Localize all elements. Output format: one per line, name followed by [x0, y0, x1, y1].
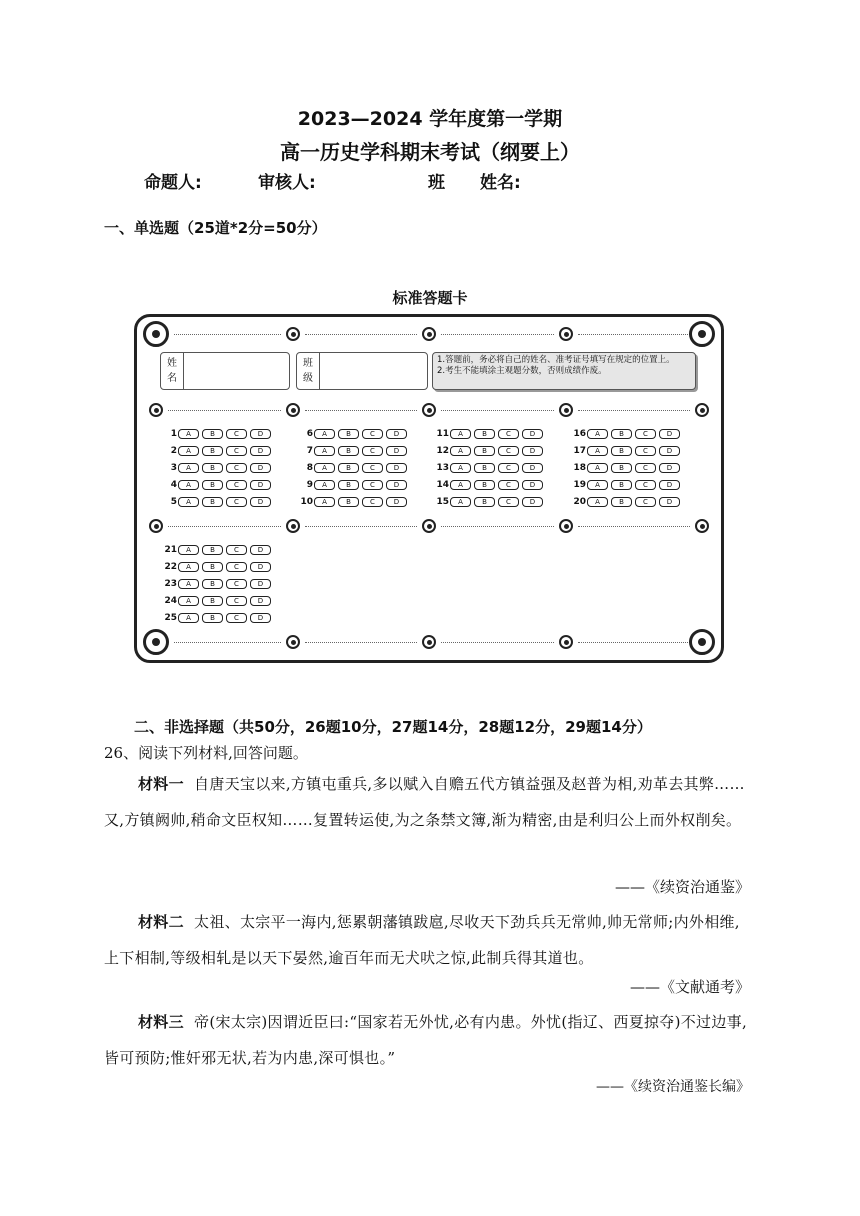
- answer-bubble-a[interactable]: A: [450, 480, 471, 490]
- section1-heading: 一、单选题（25道*2分=50分）: [104, 219, 327, 237]
- instructions-box: [432, 352, 696, 390]
- answer-bubble-c[interactable]: C: [498, 480, 519, 490]
- question-number: 4: [170, 480, 177, 490]
- answer-bubble-a[interactable]: A: [314, 463, 335, 473]
- answer-row: [160, 462, 274, 474]
- registration-mark: [422, 635, 436, 649]
- guide-line: [305, 642, 417, 643]
- answer-bubble-c[interactable]: C: [226, 579, 247, 589]
- answer-bubble-c[interactable]: C: [362, 497, 383, 507]
- question-number: 12: [436, 446, 449, 456]
- guide-line: [305, 410, 417, 411]
- answer-bubble-d[interactable]: D: [250, 613, 271, 623]
- guide-line: [578, 410, 690, 411]
- answer-bubble-c[interactable]: C: [226, 497, 247, 507]
- registration-mark: [695, 519, 709, 533]
- registration-mark: [422, 519, 436, 533]
- material-2-source: ——《文献通考》: [629, 978, 750, 996]
- answer-bubble-b[interactable]: B: [611, 480, 632, 490]
- material-1-label: 材料一: [138, 775, 184, 793]
- answer-bubble-d[interactable]: D: [250, 545, 271, 555]
- answer-bubble-b[interactable]: B: [474, 429, 495, 439]
- answer-bubble-c[interactable]: C: [362, 463, 383, 473]
- section2-heading: 二、非选择题（共50分，26题10分，27题14分，28题12分，29题14分）: [134, 718, 652, 736]
- answer-bubble-d[interactable]: D: [386, 497, 407, 507]
- answer-bubble-a[interactable]: A: [178, 596, 199, 606]
- name-label: 姓名:: [480, 173, 521, 193]
- question-number: 5: [170, 497, 177, 507]
- question-number: 13: [436, 463, 449, 473]
- answer-bubble-c[interactable]: C: [226, 429, 247, 439]
- answer-bubble-b[interactable]: B: [338, 497, 359, 507]
- answer-row: [296, 496, 410, 508]
- answer-row: [160, 445, 274, 457]
- answer-bubble-a[interactable]: A: [450, 446, 471, 456]
- answer-row: [160, 479, 274, 491]
- answer-bubble-b[interactable]: B: [474, 497, 495, 507]
- answer-bubble-d[interactable]: D: [522, 463, 543, 473]
- answer-bubble-a[interactable]: A: [178, 579, 199, 589]
- exam-title-line1: 2023—2024 学年度第一学期: [297, 108, 563, 130]
- answer-bubble-b[interactable]: B: [474, 463, 495, 473]
- guide-line: [168, 410, 281, 411]
- guide-line: [168, 526, 281, 527]
- answer-bubble-c[interactable]: C: [635, 463, 656, 473]
- answer-bubble-a[interactable]: A: [314, 497, 335, 507]
- answer-bubble-d[interactable]: D: [386, 480, 407, 490]
- answer-bubble-b[interactable]: B: [474, 446, 495, 456]
- question-number: 21: [164, 545, 177, 555]
- instruction-1: 1.答题前，务必将自己的姓名、准考证号填写在规定的位置上。: [437, 355, 675, 365]
- exam-title-line2: 高一历史学科期末考试（纲要上）: [280, 140, 580, 164]
- material-3-label: 材料三: [138, 1013, 184, 1031]
- registration-mark: [559, 519, 573, 533]
- answer-bubble-d[interactable]: D: [659, 480, 680, 490]
- answer-bubble-a[interactable]: A: [587, 497, 608, 507]
- answer-bubble-d[interactable]: D: [250, 562, 271, 572]
- answer-bubble-b[interactable]: B: [611, 429, 632, 439]
- answer-bubble-b[interactable]: B: [202, 613, 223, 623]
- registration-mark: [422, 327, 436, 341]
- question-number: 8: [306, 463, 313, 473]
- question-number: 25: [164, 613, 177, 623]
- answer-bubble-b[interactable]: B: [338, 463, 359, 473]
- answer-bubble-a[interactable]: A: [178, 497, 199, 507]
- answer-bubble-b[interactable]: B: [202, 497, 223, 507]
- answer-bubble-a[interactable]: A: [314, 480, 335, 490]
- answer-bubble-a[interactable]: A: [178, 463, 199, 473]
- answer-bubble-c[interactable]: C: [498, 429, 519, 439]
- answer-bubble-b[interactable]: B: [202, 446, 223, 456]
- answer-bubble-a[interactable]: A: [178, 429, 199, 439]
- answer-row: [160, 612, 274, 624]
- answer-bubble-a[interactable]: A: [587, 429, 608, 439]
- answer-bubble-c[interactable]: C: [362, 446, 383, 456]
- answer-bubble-c[interactable]: C: [498, 463, 519, 473]
- answer-row: [569, 479, 683, 491]
- guide-line: [174, 334, 281, 335]
- answer-bubble-d[interactable]: D: [250, 596, 271, 606]
- question-number: 16: [573, 429, 586, 439]
- registration-mark: [422, 403, 436, 417]
- guide-line: [441, 334, 554, 335]
- answer-row: [160, 595, 274, 607]
- answer-row: [296, 428, 410, 440]
- answer-row: [296, 445, 410, 457]
- answer-bubble-d[interactable]: D: [659, 429, 680, 439]
- name-box[interactable]: [160, 352, 290, 390]
- answer-bubble-b[interactable]: B: [338, 446, 359, 456]
- answer-bubble-c[interactable]: C: [635, 446, 656, 456]
- class-box-label: 班 级: [297, 353, 320, 389]
- answer-bubble-a[interactable]: A: [178, 562, 199, 572]
- registration-mark: [286, 327, 300, 341]
- question-number: 11: [436, 429, 449, 439]
- answer-bubble-d[interactable]: D: [659, 463, 680, 473]
- answer-bubble-c[interactable]: C: [226, 446, 247, 456]
- answer-bubble-a[interactable]: A: [178, 446, 199, 456]
- answer-bubble-c[interactable]: C: [226, 613, 247, 623]
- answer-bubble-a[interactable]: A: [587, 480, 608, 490]
- registration-mark: [559, 635, 573, 649]
- answer-row: [296, 462, 410, 474]
- answer-row: [432, 496, 546, 508]
- answer-row: [160, 496, 274, 508]
- answer-bubble-d[interactable]: D: [250, 579, 271, 589]
- answer-bubble-a[interactable]: A: [178, 545, 199, 555]
- answer-bubble-b[interactable]: B: [338, 480, 359, 490]
- registration-mark: [286, 519, 300, 533]
- question-number: 2: [170, 446, 177, 456]
- registration-mark: [143, 629, 169, 655]
- guide-line: [305, 334, 417, 335]
- question-number: 19: [573, 480, 586, 490]
- answer-bubble-d[interactable]: D: [522, 497, 543, 507]
- answer-row: [432, 445, 546, 457]
- instruction-2: 2.考生不能填涂主观题分数，否则成绩作废。: [437, 366, 607, 376]
- question-number: 22: [164, 562, 177, 572]
- guide-line: [578, 642, 690, 643]
- guide-line: [441, 642, 554, 643]
- answer-bubble-b[interactable]: B: [338, 429, 359, 439]
- class-box[interactable]: [296, 352, 428, 390]
- reviewer-label: 审核人:: [258, 173, 316, 193]
- answer-bubble-d[interactable]: D: [386, 446, 407, 456]
- name-box-label: 姓 名: [161, 353, 184, 389]
- answer-bubble-d[interactable]: D: [659, 497, 680, 507]
- answer-bubble-b[interactable]: B: [611, 463, 632, 473]
- answer-row: [160, 428, 274, 440]
- answer-bubble-a[interactable]: A: [314, 429, 335, 439]
- registration-mark: [149, 403, 163, 417]
- answer-bubble-c[interactable]: C: [226, 562, 247, 572]
- answer-bubble-d[interactable]: D: [250, 446, 271, 456]
- registration-mark: [689, 321, 715, 347]
- answer-bubble-d[interactable]: D: [250, 429, 271, 439]
- answer-bubble-d[interactable]: D: [250, 463, 271, 473]
- answer-bubble-c[interactable]: C: [362, 480, 383, 490]
- material-3-source: ——《续资治通鉴长编》: [596, 1079, 750, 1095]
- answer-bubble-c[interactable]: C: [362, 429, 383, 439]
- answer-bubble-a[interactable]: A: [178, 613, 199, 623]
- question-number: 24: [164, 596, 177, 606]
- answer-bubble-b[interactable]: B: [474, 480, 495, 490]
- material-1: [104, 766, 752, 838]
- question-number: 6: [306, 429, 313, 439]
- answer-bubble-b[interactable]: B: [202, 579, 223, 589]
- answer-row: [432, 479, 546, 491]
- question-number: 23: [164, 579, 177, 589]
- answer-bubble-b[interactable]: B: [202, 463, 223, 473]
- answer-bubble-b[interactable]: B: [202, 562, 223, 572]
- registration-mark: [689, 629, 715, 655]
- guide-line: [441, 526, 554, 527]
- material-2-label: 材料二: [138, 913, 184, 931]
- question-number: 14: [436, 480, 449, 490]
- material-1-source: ——《续资治通鉴》: [614, 878, 750, 896]
- guide-line: [578, 526, 690, 527]
- registration-mark: [559, 327, 573, 341]
- question-number: 18: [573, 463, 586, 473]
- class-label: 班: [428, 173, 445, 193]
- question-number: 20: [573, 497, 586, 507]
- answer-row: [569, 428, 683, 440]
- answer-row: [432, 428, 546, 440]
- answer-bubble-b[interactable]: B: [202, 596, 223, 606]
- material-2: [104, 904, 752, 976]
- answer-row: [432, 462, 546, 474]
- material-3-text: 帝(宋太宗)因谓近臣曰:“国家若无外忧,必有内患。外忧(指辽、西夏掠夺)不过边事,皆可预防;惟奸邪无状,若为内患,深可惧也。”: [104, 1013, 748, 1067]
- answer-bubble-a[interactable]: A: [450, 463, 471, 473]
- answer-row: [160, 578, 274, 590]
- registration-mark: [559, 403, 573, 417]
- answer-row: [160, 544, 274, 556]
- answer-bubble-c[interactable]: C: [226, 596, 247, 606]
- question-number: 3: [170, 463, 177, 473]
- answer-bubble-b[interactable]: B: [611, 446, 632, 456]
- answer-bubble-d[interactable]: D: [250, 497, 271, 507]
- answer-bubble-d[interactable]: D: [522, 446, 543, 456]
- material-2-text: 太祖、太宗平一海内,惩累朝藩镇跋扈,尽收天下劲兵兵无常帅,帅无常师;内外相维,上下相制,等级相轧是以天下晏然,逾百年而无犬吠之惊,此制兵得其道也。: [104, 913, 740, 967]
- question-26-prompt: 26、阅读下列材料,回答问题。: [104, 744, 308, 762]
- answer-bubble-a[interactable]: A: [178, 480, 199, 490]
- answer-bubble-d[interactable]: D: [522, 429, 543, 439]
- answer-bubble-c[interactable]: C: [635, 497, 656, 507]
- registration-mark: [286, 635, 300, 649]
- answer-bubble-c[interactable]: C: [498, 497, 519, 507]
- question-number: 9: [306, 480, 313, 490]
- answer-card-title: 标准答题卡: [392, 289, 468, 307]
- question-number: 10: [300, 497, 313, 507]
- answer-bubble-b[interactable]: B: [202, 545, 223, 555]
- answer-row: [296, 479, 410, 491]
- answer-bubble-d[interactable]: D: [386, 429, 407, 439]
- answer-bubble-a[interactable]: A: [587, 463, 608, 473]
- guide-line: [305, 526, 417, 527]
- question-number: 17: [573, 446, 586, 456]
- answer-row: [569, 496, 683, 508]
- answer-bubble-c[interactable]: C: [498, 446, 519, 456]
- answer-row: [569, 462, 683, 474]
- guide-line: [441, 410, 554, 411]
- answer-bubble-d[interactable]: D: [386, 463, 407, 473]
- answer-bubble-d[interactable]: D: [659, 446, 680, 456]
- answer-bubble-c[interactable]: C: [635, 429, 656, 439]
- material-3: [104, 1004, 752, 1076]
- answer-bubble-b[interactable]: B: [202, 429, 223, 439]
- guide-line: [578, 334, 690, 335]
- guide-line: [174, 642, 281, 643]
- question-number: 7: [306, 446, 313, 456]
- registration-mark: [143, 321, 169, 347]
- answer-bubble-b[interactable]: B: [202, 480, 223, 490]
- answer-bubble-d[interactable]: D: [522, 480, 543, 490]
- answer-bubble-c[interactable]: C: [226, 545, 247, 555]
- proposer-label: 命题人:: [144, 173, 202, 193]
- answer-bubble-c[interactable]: C: [226, 480, 247, 490]
- registration-mark: [695, 403, 709, 417]
- answer-bubble-c[interactable]: C: [635, 480, 656, 490]
- registration-mark: [286, 403, 300, 417]
- registration-mark: [149, 519, 163, 533]
- answer-row: [160, 561, 274, 573]
- answer-bubble-d[interactable]: D: [250, 480, 271, 490]
- material-1-text: 自唐天宝以来,方镇屯重兵,多以赋入自赡五代方镇益强及赵普为相,劝革去其弊……又,方镇阙帅,稍命文臣权知……复置转运使,为之条禁文簿,渐为精密,由是利归公上而外权削矣。: [104, 775, 745, 829]
- answer-bubble-b[interactable]: B: [611, 497, 632, 507]
- answer-row: [569, 445, 683, 457]
- answer-bubble-a[interactable]: A: [314, 446, 335, 456]
- answer-bubble-a[interactable]: A: [587, 446, 608, 456]
- answer-bubble-c[interactable]: C: [226, 463, 247, 473]
- answer-bubble-a[interactable]: A: [450, 497, 471, 507]
- question-number: 1: [170, 429, 177, 439]
- question-number: 15: [436, 497, 449, 507]
- answer-bubble-a[interactable]: A: [450, 429, 471, 439]
